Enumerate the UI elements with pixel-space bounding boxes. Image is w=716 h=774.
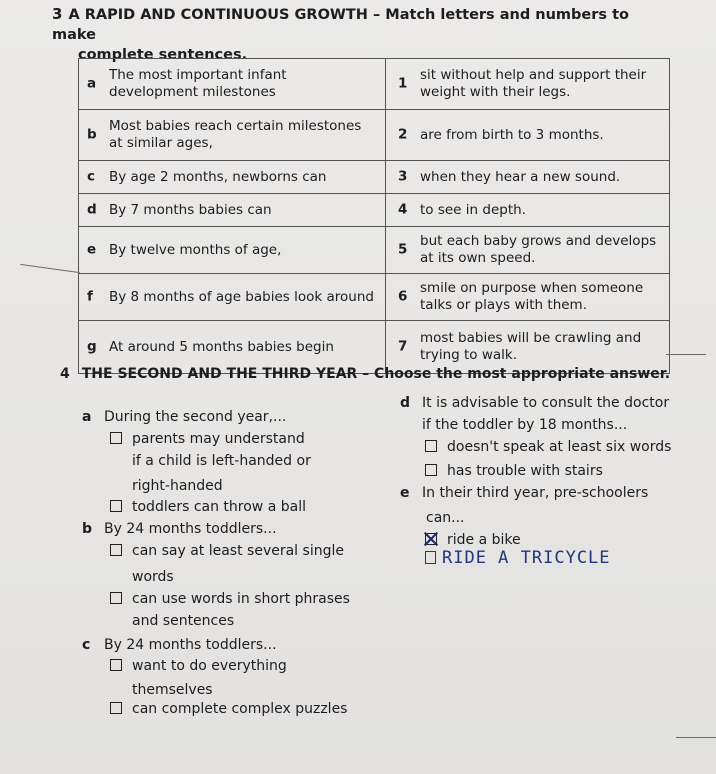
question-d <box>400 392 669 414</box>
right-cell <box>386 59 670 110</box>
option-checkbox[interactable] <box>425 460 603 482</box>
row-letter: g <box>87 338 97 355</box>
right-text: are from birth to 3 months. <box>420 126 604 143</box>
table-row <box>79 161 670 194</box>
option-checkbox[interactable] <box>110 588 350 610</box>
question-stem: By 24 months toddlers... <box>104 521 277 537</box>
row-number: 2 <box>398 126 408 143</box>
left-cell <box>79 194 386 227</box>
row-letter: d <box>87 201 97 218</box>
checkbox-icon[interactable] <box>110 500 122 512</box>
question-a <box>82 406 286 428</box>
left-text: By twelve months of age, <box>109 241 282 258</box>
checkbox-icon[interactable] <box>110 592 122 604</box>
option-checkbox[interactable] <box>110 428 305 450</box>
left-cell <box>79 227 386 274</box>
question-letter: e <box>400 485 410 501</box>
right-cell <box>386 274 670 321</box>
row-letter: b <box>87 126 97 143</box>
right-cell <box>386 227 670 274</box>
pencil-mark <box>676 737 716 738</box>
handwritten-text: RIDE A TRICYCLE <box>442 548 611 568</box>
option-checkbox[interactable] <box>110 496 306 518</box>
table-row <box>79 110 670 161</box>
exercise-3-instructions: A RAPID AND CONTINUOUS GROWTH – Match letters and numbers to make <box>52 7 629 43</box>
option-text: want to do everything <box>132 658 287 674</box>
option-text-cont: if a child is left-handed or <box>132 453 311 469</box>
question-stem: By 24 months toddlers... <box>104 637 277 653</box>
table-row <box>79 274 670 321</box>
exercise-number: 3 <box>52 5 63 23</box>
matching-table <box>78 58 670 374</box>
question-letter: c <box>82 637 91 653</box>
question-c <box>82 634 277 656</box>
question-letter: b <box>82 521 93 537</box>
checkbox-icon[interactable] <box>110 702 122 714</box>
option-text-cont: and sentences <box>132 613 235 629</box>
option-checkbox[interactable] <box>425 436 671 458</box>
row-letter: a <box>87 75 97 92</box>
row-letter: c <box>87 168 96 185</box>
option-checkbox[interactable] <box>110 698 347 720</box>
option-text: can use words in short phrases <box>132 591 350 607</box>
pencil-mark <box>666 354 706 355</box>
option-text: doesn't speak at least six words <box>447 439 672 455</box>
right-cell <box>386 194 670 227</box>
checkbox-icon[interactable] <box>110 544 122 556</box>
right-text: sit without help and support their weight with their legs. <box>420 67 647 100</box>
right-text: to see in depth. <box>420 201 526 218</box>
left-text: By 7 months babies can <box>109 201 272 218</box>
left-text: At around 5 months babies begin <box>109 338 334 355</box>
question-stem: It is advisable to consult the doctor <box>422 395 670 411</box>
question-b <box>82 518 277 540</box>
table-row <box>79 59 670 110</box>
option-text: ride a bike <box>447 532 521 548</box>
table-row <box>79 194 670 227</box>
option-text-cont: themselves <box>132 682 213 698</box>
row-letter: e <box>87 241 97 258</box>
exercise-3-title <box>52 4 652 65</box>
option-text: can complete complex puzzles <box>132 701 348 717</box>
option-text: parents may understand <box>132 431 305 447</box>
question-letter: a <box>82 409 92 425</box>
row-number: 3 <box>398 168 408 185</box>
checkbox-icon[interactable] <box>425 440 437 452</box>
left-cell <box>79 274 386 321</box>
option-text-cont: words <box>132 569 174 585</box>
left-text: By 8 months of age babies look around <box>109 288 374 305</box>
question-stem-cont: can... <box>426 510 465 526</box>
checkbox-icon[interactable] <box>110 659 122 671</box>
handwritten-answer <box>425 548 611 568</box>
row-number: 7 <box>398 338 408 355</box>
option-text-cont: right-handed <box>132 478 223 494</box>
checkbox-icon[interactable] <box>425 464 437 476</box>
left-cell <box>79 110 386 161</box>
option-checkbox[interactable] <box>110 655 287 677</box>
exercise-4-title <box>60 366 670 382</box>
exercise-number: 4 <box>60 366 70 382</box>
pencil-mark <box>20 264 80 273</box>
checked-checkbox-icon[interactable] <box>425 533 437 545</box>
left-cell <box>79 161 386 194</box>
left-text: By age 2 months, newborns can <box>109 168 327 185</box>
option-text: toddlers can throw a ball <box>132 499 306 515</box>
row-number: 5 <box>398 241 408 258</box>
right-text: most babies will be crawling and trying to walk. <box>420 330 642 363</box>
question-e <box>400 482 648 504</box>
handwritten-checkbox-icon <box>425 551 436 564</box>
question-letter: d <box>400 395 411 411</box>
exercise-4-instructions: THE SECOND AND THE THIRD YEAR – Choose the most appropriate answer. <box>81 366 671 382</box>
right-text: smile on purpose when someone talks or plays with them. <box>420 280 644 313</box>
option-text: has trouble with stairs <box>447 463 603 479</box>
row-number: 6 <box>398 288 408 305</box>
question-stem: During the second year,... <box>104 409 287 425</box>
option-checkbox[interactable] <box>110 540 344 562</box>
row-number: 1 <box>398 75 408 92</box>
question-stem-cont: if the toddler by 18 months... <box>422 417 628 433</box>
left-cell <box>79 59 386 110</box>
table-row <box>79 227 670 274</box>
exercise-3-instructions-cont: complete sentences. <box>78 47 248 63</box>
row-number: 4 <box>398 201 408 218</box>
checkbox-icon[interactable] <box>110 432 122 444</box>
left-text: Most babies reach certain milestones at similar ages, <box>109 118 362 151</box>
option-text: can say at least several single <box>132 543 344 559</box>
row-letter: f <box>87 288 93 305</box>
question-stem: In their third year, pre-schoolers <box>422 485 649 501</box>
right-text: but each baby grows and develops at its own speed. <box>420 233 657 266</box>
right-cell <box>386 161 670 194</box>
right-text: when they hear a new sound. <box>420 168 621 185</box>
left-text: The most important infant development milestones <box>109 67 287 100</box>
right-cell <box>386 110 670 161</box>
